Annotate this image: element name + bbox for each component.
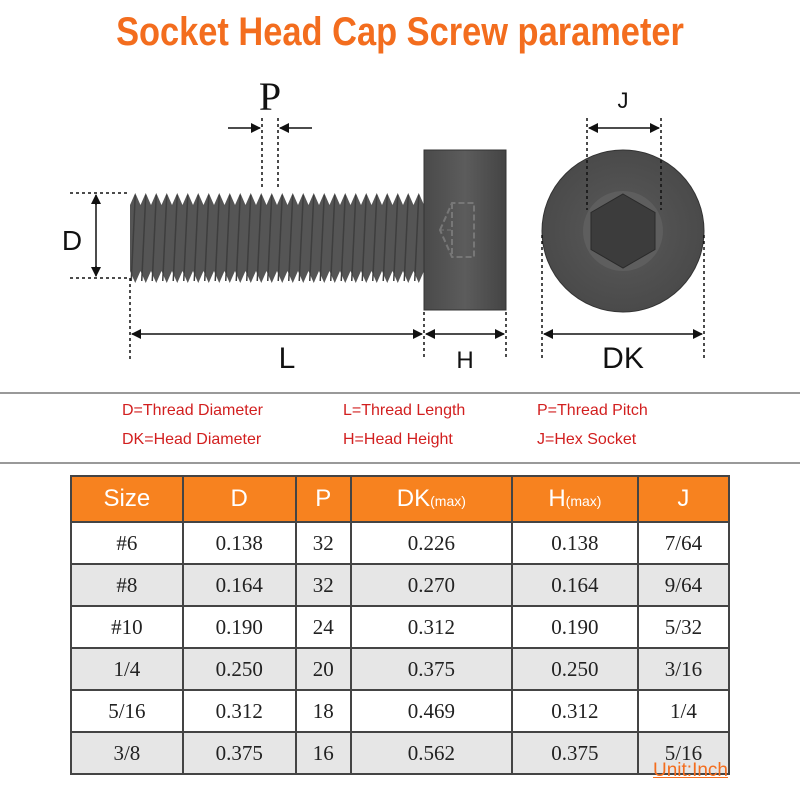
table-cell: 0.312 bbox=[183, 690, 296, 732]
header-p: P bbox=[296, 476, 351, 522]
table-cell: 0.250 bbox=[183, 648, 296, 690]
table-cell: 0.190 bbox=[512, 606, 638, 648]
table-cell: 0.190 bbox=[183, 606, 296, 648]
legend-item: J=Hex Socket bbox=[537, 431, 637, 448]
table-cell: 9/64 bbox=[638, 564, 729, 606]
header-j: J bbox=[638, 476, 729, 522]
table-cell: #6 bbox=[71, 522, 183, 564]
table-cell: 0.312 bbox=[351, 606, 512, 648]
label-j: J bbox=[617, 88, 629, 113]
table-cell: 24 bbox=[296, 606, 351, 648]
table-row bbox=[71, 732, 729, 774]
label-p: P bbox=[258, 74, 282, 119]
table-cell: 0.250 bbox=[512, 648, 638, 690]
table-cell: 0.375 bbox=[351, 648, 512, 690]
header-dk: DK(max) bbox=[351, 476, 512, 522]
table-cell: 5/16 bbox=[71, 690, 183, 732]
screw-drawing bbox=[0, 70, 800, 390]
table-cell: 0.375 bbox=[183, 732, 296, 774]
unit-note: Unit:Inch bbox=[653, 760, 728, 781]
page-title: Socket Head Cap Screw parameter bbox=[116, 10, 684, 54]
table-cell: 0.164 bbox=[183, 564, 296, 606]
table-cell: 0.469 bbox=[351, 690, 512, 732]
label-h: H bbox=[456, 347, 474, 374]
table-row bbox=[71, 522, 729, 564]
spec-table bbox=[70, 475, 730, 775]
table-cell: 0.138 bbox=[512, 522, 638, 564]
legend-item: H=Head Height bbox=[343, 431, 453, 448]
legend-item: L=Thread Length bbox=[343, 402, 466, 419]
table-cell: 0.375 bbox=[512, 732, 638, 774]
table-cell: 7/64 bbox=[638, 522, 729, 564]
table-cell: 0.562 bbox=[351, 732, 512, 774]
table-cell: 3/16 bbox=[638, 648, 729, 690]
legend-item: D=Thread Diameter bbox=[122, 402, 263, 419]
table-cell: 5/32 bbox=[638, 606, 729, 648]
table-cell: 32 bbox=[296, 564, 351, 606]
legend-box bbox=[0, 392, 800, 464]
table-cell: 0.164 bbox=[512, 564, 638, 606]
head-side-view bbox=[424, 150, 506, 310]
table-row bbox=[71, 564, 729, 606]
table-row bbox=[71, 648, 729, 690]
table-cell: 20 bbox=[296, 648, 351, 690]
table-cell: 0.312 bbox=[512, 690, 638, 732]
label-l: L bbox=[278, 342, 296, 375]
header-h: H(max) bbox=[512, 476, 638, 522]
screw-diagram bbox=[0, 70, 800, 390]
header-size: Size bbox=[71, 476, 183, 522]
header-d: D bbox=[183, 476, 296, 522]
legend-item: P=Thread Pitch bbox=[537, 402, 648, 419]
table-cell: 1/4 bbox=[71, 648, 183, 690]
table-header-row bbox=[71, 476, 729, 522]
table-cell: 18 bbox=[296, 690, 351, 732]
thread-shank bbox=[130, 193, 426, 283]
table-row bbox=[71, 690, 729, 732]
table-cell: 1/4 bbox=[638, 690, 729, 732]
table-cell: 16 bbox=[296, 732, 351, 774]
head-top-view bbox=[542, 150, 704, 312]
label-d: D bbox=[61, 225, 83, 256]
label-dk: DK bbox=[602, 342, 644, 375]
table-cell: 3/8 bbox=[71, 732, 183, 774]
thread-crest-top bbox=[130, 193, 424, 205]
legend-item: DK=Head Diameter bbox=[122, 431, 262, 448]
table-row bbox=[71, 606, 729, 648]
table-cell: 32 bbox=[296, 522, 351, 564]
table-cell: #10 bbox=[71, 606, 183, 648]
table-cell: 5/16 bbox=[638, 732, 729, 774]
table-cell: 0.270 bbox=[351, 564, 512, 606]
table-cell: #8 bbox=[71, 564, 183, 606]
table-cell: 0.138 bbox=[183, 522, 296, 564]
table-cell: 0.226 bbox=[351, 522, 512, 564]
